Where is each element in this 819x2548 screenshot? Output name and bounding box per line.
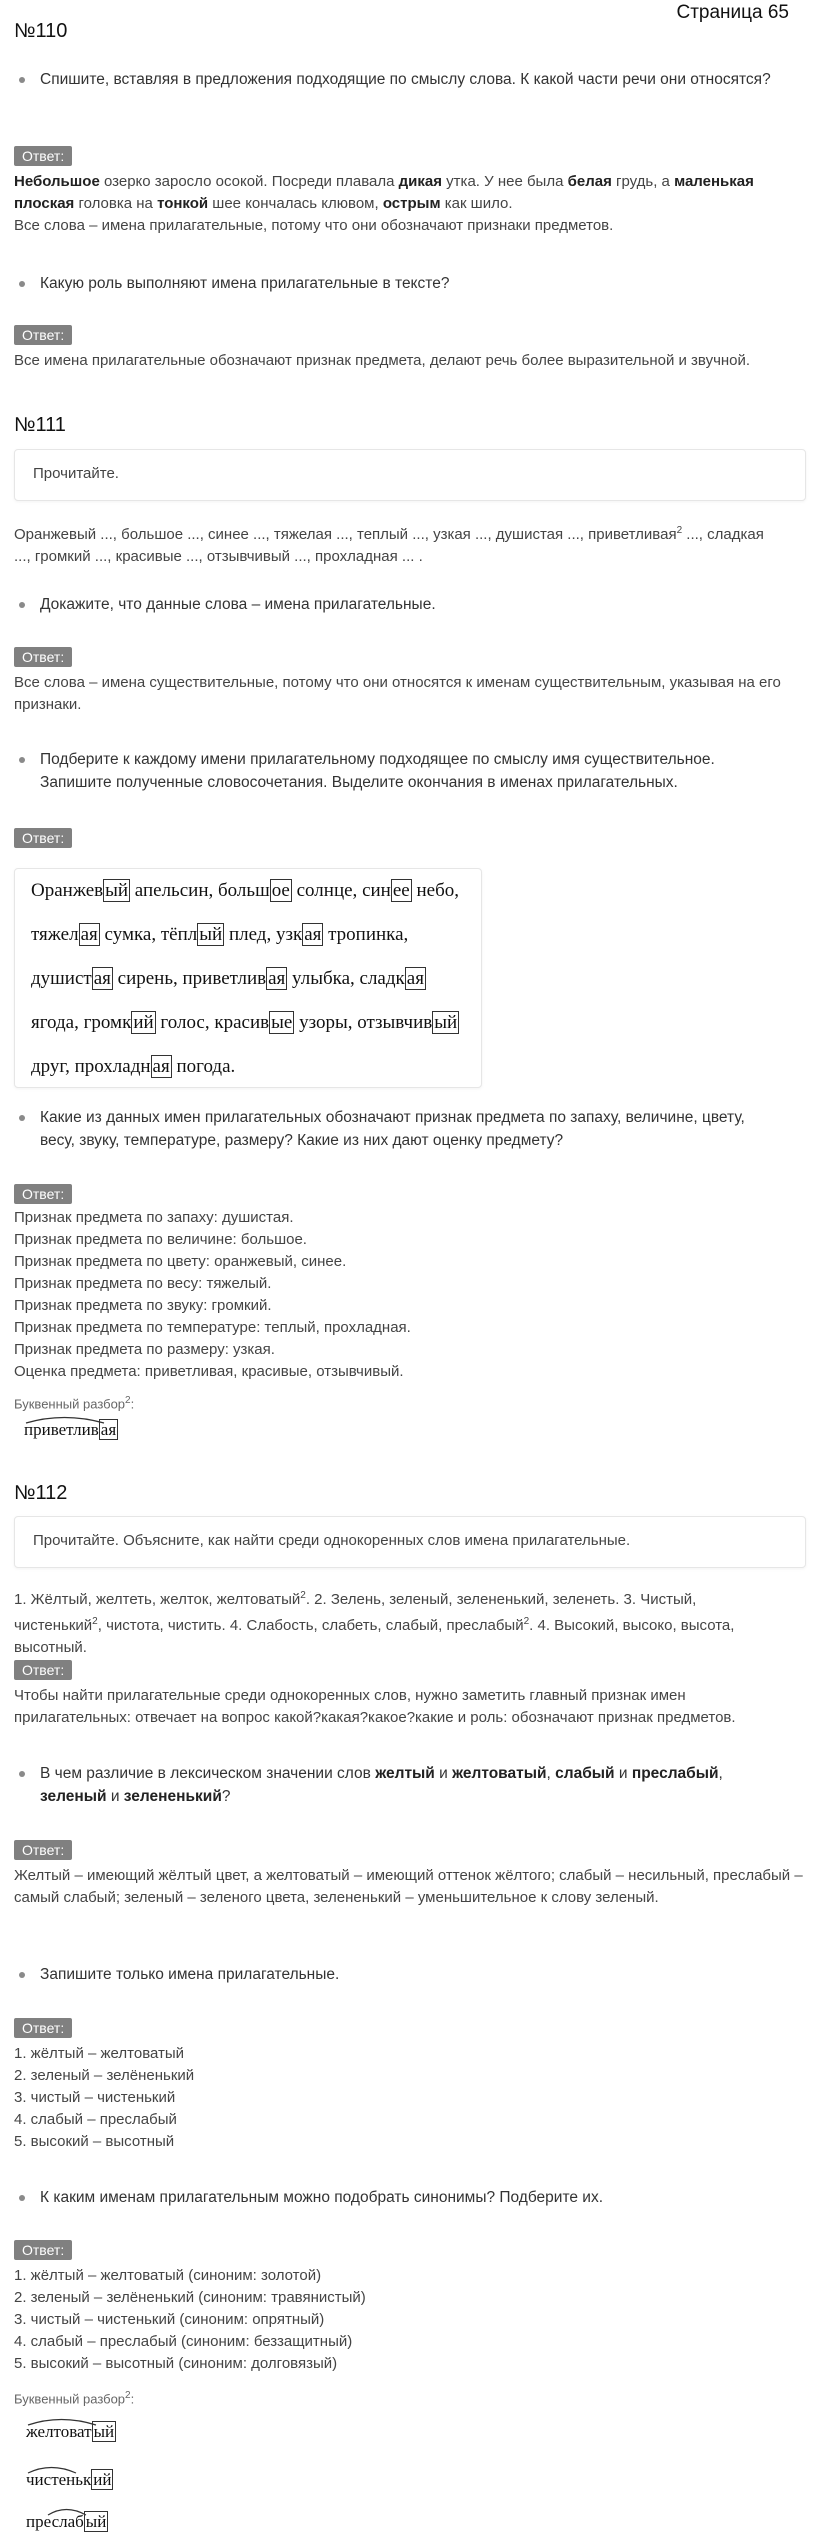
- answer-line: Признак предмета по величине: большое.: [14, 1231, 307, 1248]
- task-111-prompt-box: Прочитайте.: [14, 449, 806, 501]
- answer-line: Признак предмета по весу: тяжелый.: [14, 1275, 272, 1292]
- answer-label: Ответ:: [14, 2240, 72, 2260]
- ending-box: ое: [271, 880, 290, 901]
- task-112-question-1: В чем различие в лексическом значении слов желтый и желтоватый, слабый и преслабый, зеленый и зелененький?: [40, 1762, 780, 1808]
- ending-box: ый: [199, 924, 223, 945]
- morph-word: приветлив ая: [24, 1420, 118, 1440]
- ending-box: ая: [304, 924, 322, 945]
- ending-box: ая: [406, 968, 424, 989]
- morph-word: преслаб ый: [26, 2512, 108, 2532]
- ending-box: ая: [80, 924, 98, 945]
- morph-label: Буквенный разбор$^2$:: [14, 2390, 135, 2407]
- answer-label: Ответ:: [14, 828, 72, 848]
- task-111-answer-3: [14, 1207, 804, 1383]
- answer-line: 5. высокий – высотный: [14, 2133, 175, 2150]
- answer-line: 5. высокий – высотный (синоним: долговязый): [14, 2355, 338, 2372]
- answer-line: Признак предмета по размеру: узкая.: [14, 1341, 275, 1358]
- task-111-exercise-text: Оранжевый ..., большое ..., синее ..., тяжелая ..., теплый ..., узкая ..., душистая ..., приветливая$^2$ ..., сладкая ..., громкий ..., красивые ..., отзывчивый ..., прохладная ... .: [14, 525, 764, 565]
- handwritten-line: ягода, громк ий голос, красив ые узоры, отзывчив ый: [31, 1012, 458, 1033]
- morph-word: чистеньк ий: [26, 2470, 113, 2490]
- handwritten-lines: [31, 869, 459, 1089]
- answer-line: 4. слабый – преслабый (синоним: беззащитный): [14, 2333, 353, 2350]
- handwritten-answer-image: [14, 868, 482, 1088]
- answer-line: 2. зеленый – зелёненький (синоним: травянистый): [14, 2289, 366, 2306]
- root-arc-icon: [26, 2416, 136, 2426]
- task-112-question-3: К каким именам прилагательным можно подобрать синонимы? Подберите их.: [40, 2186, 780, 2209]
- answer-label: Ответ:: [14, 1660, 72, 1680]
- task-110-question-2: Какую роль выполняют имена прилагательные в тексте?: [40, 272, 780, 295]
- page-number: Страница 65: [676, 2, 789, 23]
- answer-label: Ответ:: [14, 1184, 72, 1204]
- answer-line: 2. зеленый – зелёненький: [14, 2067, 195, 2084]
- task-111-answer-1: Все слова – имена существительные, потому что они относятся к именам существительным, указывая на его признаки.: [14, 674, 781, 713]
- root-arc-icon: [24, 1414, 124, 1424]
- answer-line: 3. чистый – чистенький: [14, 2089, 176, 2106]
- task-112-answer-4: [14, 2265, 804, 2375]
- task-110-question-1: Спишите, вставляя в предложения подходящие по смыслу слова. К какой части речи они относятся?: [40, 68, 780, 91]
- handwritten-line: тяжел ая сумка, тёпл ый плед, узк ая тропинка,: [31, 924, 409, 945]
- task-112-exercise-text: 1. Жёлтый, желтеть, желток, желтоватый$^2$. 2. Зелень, зеленый, зелененький, зеленеть. 3. Чистый, чистенький$^2$, чистота, чистить. 4. Слабость, слабеть, слабый, преслабый$^2$. 4. Высокий, высоко, высота, высотный.: [14, 1590, 735, 1656]
- answer-line: 1. жёлтый – желтоватый (синоним: золотой): [14, 2267, 322, 2284]
- task-110-answer-1: Небольшое озерко заросло осокой. Посреди плавала дикая утка. У нее была белая грудь, а маленькая плоская головка на тонкой шее кончалась клювом, острым как шило. Все слова – имена прилагательные, потому что они обозначают признаки предметов.: [14, 173, 754, 234]
- task-112-question-2: Запишите только имена прилагательные.: [40, 1963, 780, 1986]
- root-arc-icon: [26, 2506, 136, 2516]
- ending-box: ая: [152, 1056, 170, 1077]
- task-111-question-1: Докажите, что данные слова – имена прилагательные.: [40, 593, 780, 616]
- task-112-answer-1: Чтобы найти прилагательные среди однокоренных слов, нужно заметить главный признак имен прилагательных: отвечает на вопрос какой?какая?какое?какие и роль: обозначают признак предметов.: [14, 1687, 736, 1726]
- answer-label: Ответ:: [14, 647, 72, 667]
- answer-line: Признак предмета по звуку: громкий.: [14, 1297, 272, 1314]
- ending-box: ее: [392, 880, 410, 901]
- task-112-answer-2: Желтый – имеющий жёлтый цвет, а желтоватый – имеющий оттенок жёлтого; слабый – несильный, преслабый – самый слабый; зеленый – зеленого цвета, зелененький – уменьшительное к слову зеленый.: [14, 1867, 803, 1906]
- answer-line: Признак предмета по температуре: теплый, прохладная.: [14, 1319, 411, 1336]
- answer-label: Ответ:: [14, 2018, 72, 2038]
- answer-label: Ответ:: [14, 146, 72, 166]
- morph-label: Буквенный разбор$^2$:: [14, 1395, 135, 1412]
- ending-box: ий: [133, 1012, 154, 1033]
- handwritten-line: душист ая сирень, приветлив ая улыбка, сладк ая: [31, 968, 424, 989]
- task-111-question-3: Какие из данных имен прилагательных обозначают признак предмета по запаху, величине, цвету, весу, звуку, температуре, размеру? Какие из них дают оценку предмету?: [40, 1106, 780, 1152]
- answer-label: Ответ:: [14, 325, 72, 345]
- ending-box: ый: [105, 880, 129, 901]
- task-110-answer-2: Все имена прилагательные обозначают признак предмета, делают речь более выразительной и звучной.: [14, 352, 751, 369]
- ending-box: ые: [271, 1012, 293, 1033]
- answer-line: Оценка предмета: приветливая, красивые, отзывчивый.: [14, 1363, 404, 1380]
- morph-word: желтоват ый: [26, 2422, 116, 2442]
- answer-line: Признак предмета по цвету: оранжевый, синее.: [14, 1253, 347, 1270]
- answer-label: Ответ:: [14, 1840, 72, 1860]
- handwritten-line: Оранжев ый апельсин, больш ое солнце, син ее небо,: [31, 880, 459, 901]
- ending-box: ая: [93, 968, 111, 989]
- task-112-title: №112: [14, 1482, 68, 1504]
- ending-box: ый: [434, 1012, 458, 1033]
- task-112-prompt-box: Прочитайте. Объясните, как найти среди однокоренных слов имена прилагательные.: [14, 1516, 806, 1568]
- answer-line: 1. жёлтый – желтоватый: [14, 2045, 185, 2062]
- ending-box: ая: [268, 968, 286, 989]
- task-110-title: №110: [14, 20, 68, 42]
- task-111-question-2: Подберите к каждому имени прилагательному подходящее по смыслу имя существительное. Запишите полученные словосочетания. Выделите окончания в именах прилагательных.: [40, 748, 780, 794]
- handwritten-line: друг, прохладн ая погода.: [31, 1056, 236, 1077]
- task-112-answer-3: [14, 2043, 804, 2153]
- answer-line: 4. слабый – преслабый: [14, 2111, 177, 2128]
- answer-line: Признак предмета по запаху: душистая.: [14, 1209, 294, 1226]
- task-111-title: №111: [14, 414, 66, 436]
- root-arc-icon: [26, 2464, 136, 2474]
- answer-line: 3. чистый – чистенький (синоним: опрятный): [14, 2311, 325, 2328]
